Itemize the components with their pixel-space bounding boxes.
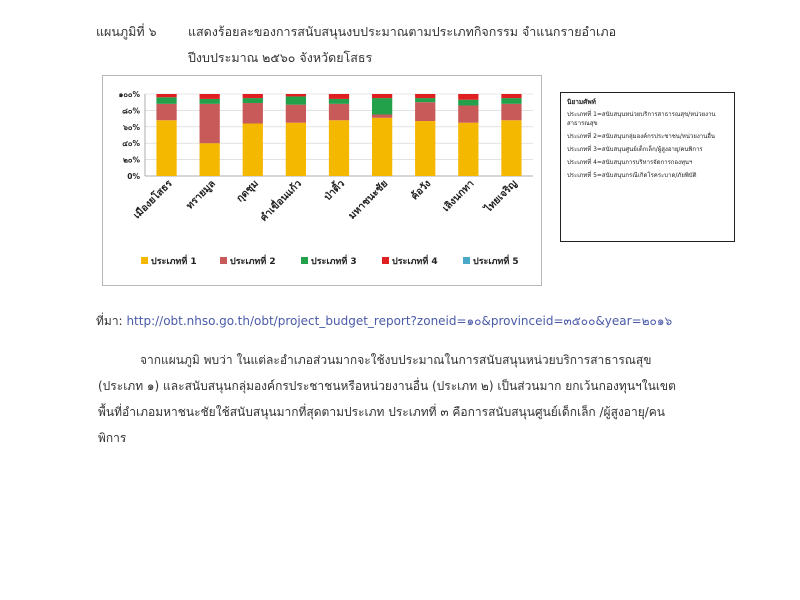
- x-category-label: ทรายมูล: [184, 178, 218, 212]
- legend-swatch-5: [463, 257, 470, 264]
- definition-item-5: ประเภทที่ 5=สนับสนุนกรณีเกิดโรคระบาด/ภัยพิบัติ: [567, 172, 697, 179]
- y-tick-label: ๘๐%: [122, 106, 140, 116]
- paragraph-line-4: พิการ: [98, 431, 127, 445]
- x-category-label: เลิงนกทา: [440, 178, 477, 215]
- bar-segment-series-1: [286, 123, 306, 176]
- x-category-label: มหาชนะชัย: [346, 178, 391, 222]
- bar-segment-series-1: [200, 143, 220, 176]
- bar-segment-series-2: [156, 104, 176, 120]
- source-link[interactable]: http://obt.nhso.go.th/obt/project_budget_report?zoneid=๑๐&provinceid=๓๕๐๐&year=๒๐๑๖: [126, 314, 673, 328]
- bar-segment-series-4: [200, 94, 220, 99]
- x-category-label: เมืองยโสธร: [131, 178, 175, 222]
- legend-label-5: ประเภทที่ 5: [473, 257, 519, 267]
- bar-segment-series-4: [286, 94, 306, 96]
- legend-swatch-3: [301, 257, 308, 264]
- definition-item-3: ประเภทที่ 3=สนับสนุนศูนย์เด็กเล็ก/ผู้สูงอายุ/คนพิการ: [567, 146, 703, 153]
- bar-segment-series-1: [372, 118, 392, 176]
- bar-segment-series-1: [458, 123, 478, 176]
- bar-segment-series-4: [415, 94, 435, 98]
- bar-segment-series-2: [501, 104, 521, 120]
- bar-segment-series-2: [286, 105, 306, 123]
- bar-segment-series-2: [458, 105, 478, 122]
- paragraph-line-2: (ประเภท ๑) และสนับสนุนกลุ่มองค์กรประชาชนหรือหน่วยงานอื่น (ประเภท ๒) เป็นส่วนมาก ยกเว้นกองทุนฯในเขต: [98, 379, 676, 393]
- bar-segment-series-1: [329, 120, 349, 176]
- legend-swatch-1: [141, 257, 148, 264]
- bar-segment-series-3: [156, 97, 176, 104]
- definitions-title: นิยามศัพท์: [567, 98, 596, 106]
- source-label: ที่มา:: [96, 314, 123, 328]
- paragraph-line-1: จากแผนภูมิ พบว่า ในแต่ละอำเภอส่วนมากจะใช้งบประมาณในการสนับสนุนหน่วยบริการสาธารณสุข: [140, 353, 652, 367]
- bar-segment-series-1: [243, 124, 263, 176]
- stacked-bar-chart: [102, 75, 542, 286]
- y-tick-label: 0%: [127, 172, 140, 181]
- bar-segment-series-4: [329, 94, 349, 99]
- y-tick-label: ๑๐๐%: [118, 90, 140, 99]
- bar-segment-series-4: [372, 94, 392, 98]
- bar-segment-series-3: [200, 99, 220, 104]
- bar-segment-series-4: [243, 94, 263, 98]
- bar-segment-series-2: [372, 115, 392, 118]
- bar-segment-series-2: [329, 104, 349, 120]
- definitions-box: [560, 92, 735, 242]
- legend-label-4: ประเภทที่ 4: [392, 257, 438, 267]
- bar-segment-series-1: [501, 120, 521, 176]
- bar-segment-series-4: [501, 94, 521, 98]
- source-line: [96, 312, 672, 331]
- bar-segment-series-3: [372, 98, 392, 114]
- paragraph-line-3: พื้นที่อำเภอมหาชนะชัยใช้สนับสนุนมากที่สุดตามประเภท ประเภทที่ ๓ คือการสนับสนุนศูนย์เด็กเล็ก /ผู้สูงอายุ/คน: [98, 405, 666, 419]
- bar-segment-series-3: [501, 98, 521, 104]
- y-tick-label: ๖๐%: [123, 122, 140, 132]
- y-tick-label: ๒๐%: [122, 155, 140, 165]
- chart-heading: [96, 22, 616, 42]
- x-category-label: ป่าติ้ว: [322, 178, 348, 204]
- legend-label-1: ประเภทที่ 1: [151, 257, 197, 267]
- figure-label: แผนภูมิที่ ๖: [96, 24, 157, 39]
- definition-item-4: ประเภทที่ 4=สนับสนุนการบริหารจัดการกองทุนฯ: [567, 159, 693, 166]
- bar-segment-series-3: [286, 96, 306, 104]
- bar-segment-series-4: [458, 94, 478, 100]
- x-category-label: ไทยเจริญ: [483, 178, 520, 215]
- body-paragraph: [98, 347, 718, 451]
- legend-swatch-4: [382, 257, 389, 264]
- legend-label-2: ประเภทที่ 2: [230, 257, 276, 267]
- bar-segment-series-1: [415, 121, 435, 176]
- x-category-label: ค้อวัง: [409, 178, 434, 203]
- legend-label-3: ประเภทที่ 3: [311, 257, 357, 267]
- bar-segment-series-2: [243, 103, 263, 124]
- bar-segment-series-3: [415, 98, 435, 102]
- bar-segment-series-4: [156, 94, 176, 97]
- legend-swatch-2: [220, 257, 227, 264]
- definition-item-2: ประเภทที่ 2=สนับสนุนกลุ่มองค์กรประชาชน/หน่วยงานอื่น: [567, 133, 715, 140]
- bar-segment-series-3: [458, 100, 478, 106]
- bar-segment-series-2: [200, 104, 220, 143]
- bar-segment-series-2: [415, 102, 435, 121]
- figure-title: แสดงร้อยละของการสนับสนุนงบประมาณตามประเภทกิจกรรม จำแนกรายอำเภอ: [188, 24, 617, 39]
- x-category-label: กุดชุม: [234, 178, 261, 205]
- chart-canvas: [103, 76, 541, 285]
- x-category-label: คำเขื่อนแก้ว: [258, 178, 305, 224]
- bar-segment-series-3: [243, 98, 263, 103]
- bar-segment-series-3: [329, 99, 349, 104]
- bar-segment-series-1: [156, 120, 176, 176]
- figure-title-line2: ปีงบประมาณ ๒๕๖๐ จังหวัดยโสธร: [188, 50, 373, 65]
- definition-item-1: ประเภทที่ 1=สนับสนุนหน่วยบริการสาธารณสุข/หน่วยงานสาธารณสุข: [567, 111, 716, 127]
- y-tick-label: ๔๐%: [122, 139, 140, 149]
